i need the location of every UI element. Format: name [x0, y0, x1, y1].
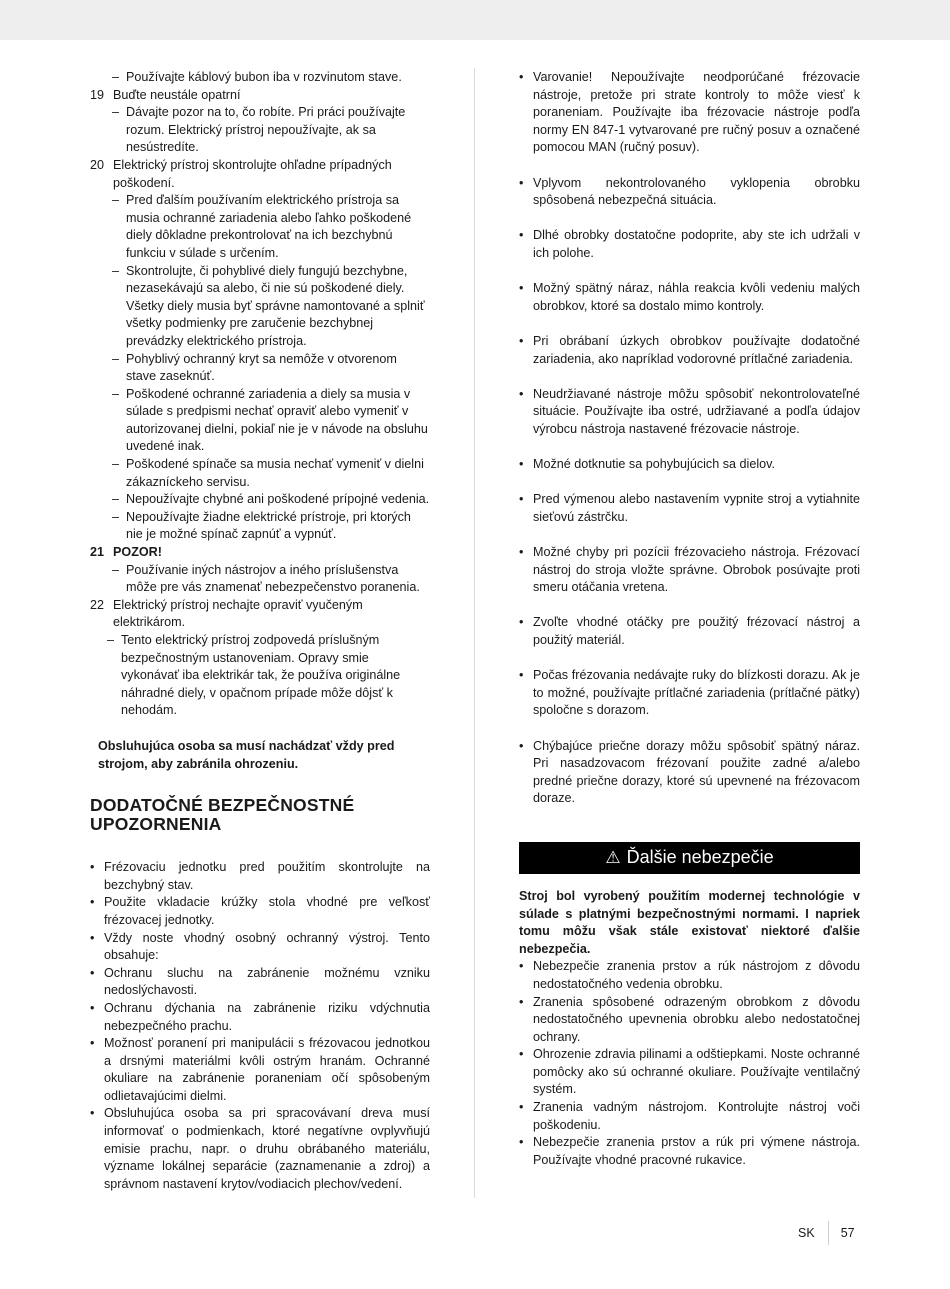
column-divider: [474, 68, 475, 1198]
list-item: • Možnosť poranení pri manipulácii s frézovacou jednotkou a drsnými materiálmi kvôli ostrým hranám. Ochranné okuliare na zabránenie poraneniam očí spôsobeným odlietavajúcimi dielmi.: [90, 1036, 430, 1103]
dash-item: – Dávajte pozor na to, čo robíte. Pri práci používajte rozum. Elektrický prístroj nepoužívajte, ak sa nesústredíte.: [112, 105, 406, 155]
list-item: • Chýbajúce priečne dorazy môžu spôsobiť spätný náraz. Pri nasadzovacom frézovaní použite zadné a/alebo predné priečne dorazy, ktoré sú upevnené na frézovacom doraze.: [519, 738, 860, 806]
list-item: • Zranenia spôsobené odrazeným obrobkom z dôvodu nedostatočného upevnenia obrobku alebo nedostatočnej ochrany.: [519, 994, 860, 1044]
list-item: • Použite vkladacie krúžky stola vhodné pre veľkosť frézovacej jednotky.: [90, 895, 430, 927]
list-item: • Frézovaciu jednotku pred použitím skontrolujte na bezchybný stav.: [90, 860, 430, 892]
list-item: • Nebezpečie zranenia prstov a rúk nástrojom z dôvodu nedostatočného vedenia obrobku.: [519, 959, 860, 991]
dash-item: – Pohyblivý ochranný kryt sa nemôže v otvorenom stave zaseknúť.: [112, 351, 397, 384]
dash-item: – Poškodené ochranné zariadenia a diely sa musia v súlade s predpismi nechať opraviť alebo vymeniť v autorizovanej dielni, pokiaľ nie je v návode na obsluhu uvedené inak.: [112, 386, 428, 454]
list-item: • Varovanie! Nepoužívajte neodporúčané frézovacie nástroje, pretože pri strate kontroly to môže viesť k poraneniam. Používajte iba frézovacie nástroje podľa normy EN 847-1 vytvarované pre ručný posuv a označené pomocou MAN (ručný posuv).: [519, 70, 860, 155]
warning-triangle-icon: ⚠: [605, 847, 621, 867]
operator-warning-note: Obsluhujúca osoba sa musí nachádzať vždy pred strojom, aby zabránila ohrozeniu.: [98, 738, 395, 771]
numbered-item: 20 Elektrický prístroj skontrolujte ohľadne prípadných poškodení.: [90, 157, 392, 190]
list-item: • Možný spätný náraz, náhla reakcia kvôli vedeniu malých obrobkov, ktoré sa dostalo mimo kontroly.: [519, 281, 860, 313]
dash-item: – Pred ďalším používaním elektrického prístroja sa musia ochranné zariadenia alebo ľahko poškodené diely dôkladne prekontrolovať na ich bezchybnú funkciu v súlade s určením.: [112, 193, 412, 260]
page-number: 57: [840, 1226, 855, 1240]
section-title: DODATOČNÉ BEZPEČNOSTNÉ UPOZORNENIA: [90, 795, 355, 834]
list-item: • Zranenia vadným nástrojom. Kontrolujte nástroj voči poškodeniu.: [519, 1100, 860, 1132]
list-item: • Vplyvom nekontrolovaného vyklopenia obrobku spôsobená nebezpečná situácia.: [519, 175, 860, 208]
right-column: [519, 69, 860, 1169]
list-item: • Možné chyby pri pozícii frézovacieho nástroja. Frézovací nástroj do stroja vložte správne. Obrobok posúvajte proti smeru otáčania vretena.: [519, 545, 860, 595]
page-footer: [798, 1221, 855, 1245]
dash-item: – Skontrolujte, či pohyblivé diely fungujú bezchybne, nezasekávajú sa alebo, či nie sú poškodené diely. Všetky diely musia byť správne namontované a splniť všetky podmienky pre zaručenie bezchybnej prevádzky elektrického prístroja.: [112, 263, 425, 348]
dash-item: – Nepoužívajte chybné ani poškodené prípojné vedenia.: [112, 492, 430, 507]
list-item: • Ohrozenie zdravia pilinami a odštiepkami. Noste ochranné pomôcky ako sú ochranné okuliare. Používajte ventilačný systém.: [519, 1047, 860, 1097]
top-header-bar: [0, 0, 950, 40]
banner-title: Ďalšie nebezpečie: [626, 847, 774, 868]
numbered-item: 22 Elektrický prístroj nechajte opraviť vyučeným elektrikárom.: [90, 597, 363, 630]
dash-item: – Poškodené spínače sa musia nechať vymeniť v dielni zákazníckeho servisu.: [112, 457, 424, 489]
list-item: • Ochranu sluchu na zabránenie možnému vzniku nedoslýchavosti.: [90, 965, 430, 998]
list-item: • Počas frézovania nedávajte ruky do blízkosti dorazu. Ak je to možné, používajte prítlačné zariadenia (prítlačné pätky) spoločne s dorazom.: [519, 668, 860, 718]
left-column: [90, 69, 430, 1193]
list-item: • Vždy noste vhodný osobný ochranný výstroj. Tento obsahuje:: [90, 930, 430, 963]
numbered-item: 19 Buďte neustále opatrní: [90, 87, 241, 102]
list-item: • Nebezpečie zranenia prstov a rúk pri výmene nástroja. Používajte vhodné pracovné rukavice.: [519, 1135, 860, 1167]
list-item: • Zvoľte vhodné otáčky pre použitý frézovací nástroj a použitý materiál.: [519, 615, 860, 647]
dash-item: – Nepoužívajte žiadne elektrické prístroje, pri ktorých nie je možné spínač zapnúť a vypnúť.: [112, 509, 411, 542]
dash-item: – Používajte káblový bubon iba v rozvinutom stave.: [112, 70, 402, 84]
dash-item: – Používanie iných nástrojov a iného príslušenstva môže pre vás znamenať nebezpečenstvo poranenia.: [112, 562, 420, 595]
dash-item: – Tento elektrický prístroj zodpovedá príslušným bezpečnostným ustanoveniam. Opravy smie vykonávať iba elektrikár tak, že používa originálne náhradné diely, v opačnom prípade môže dôjsť k nehodám.: [107, 633, 401, 718]
residual-risk-intro: Stroj bol vyrobený použitím modernej technológie v súlade s platnými bezpečnostnými normami. I napriek tomu môžu však stále existovať niektoré ďalšie nebezpečia.: [519, 888, 860, 956]
list-item: • Možné dotknutie sa pohybujúcich sa dielov.: [519, 457, 775, 472]
residual-risk-banner: [519, 842, 860, 874]
numbered-item: 21 POZOR!: [90, 545, 162, 560]
list-item: • Neudržiavané nástroje môžu spôsobiť nekontrolovateľné situácie. Používajte iba ostré, udržiavané a podľa údajov výrobcu nástroja nastavené frézovacie nástroje.: [519, 386, 860, 436]
list-item: • Ochranu dýchania na zabránenie riziku vdýchnutia nebezpečného prachu.: [90, 1000, 430, 1033]
footer-separator: [828, 1221, 829, 1245]
language-code: SK: [798, 1226, 815, 1240]
list-item: • Obsluhujúca osoba sa pri spracovávaní dreva musí informovať o podmienkach, ktoré negatívne ovplyvňujú emisie prachu, napr. o druhu obrábaného materiálu, význame lokálnej separácie (zaznamenanie a zdroj) a správnom nastavení krytov/vodiacich plechov/vedení.: [90, 1106, 430, 1191]
list-item: • Pred výmenou alebo nastavením vypnite stroj a vytiahnite sieťovú zástrčku.: [519, 492, 860, 524]
list-item: • Pri obrábaní úzkych obrobkov používajte dodatočné zariadenia, ako napríklad vodorovné prítlačné zariadenia.: [519, 333, 860, 366]
list-item: • Dlhé obrobky dostatočne podoprite, aby ste ich udržali v ich polohe.: [519, 228, 860, 260]
